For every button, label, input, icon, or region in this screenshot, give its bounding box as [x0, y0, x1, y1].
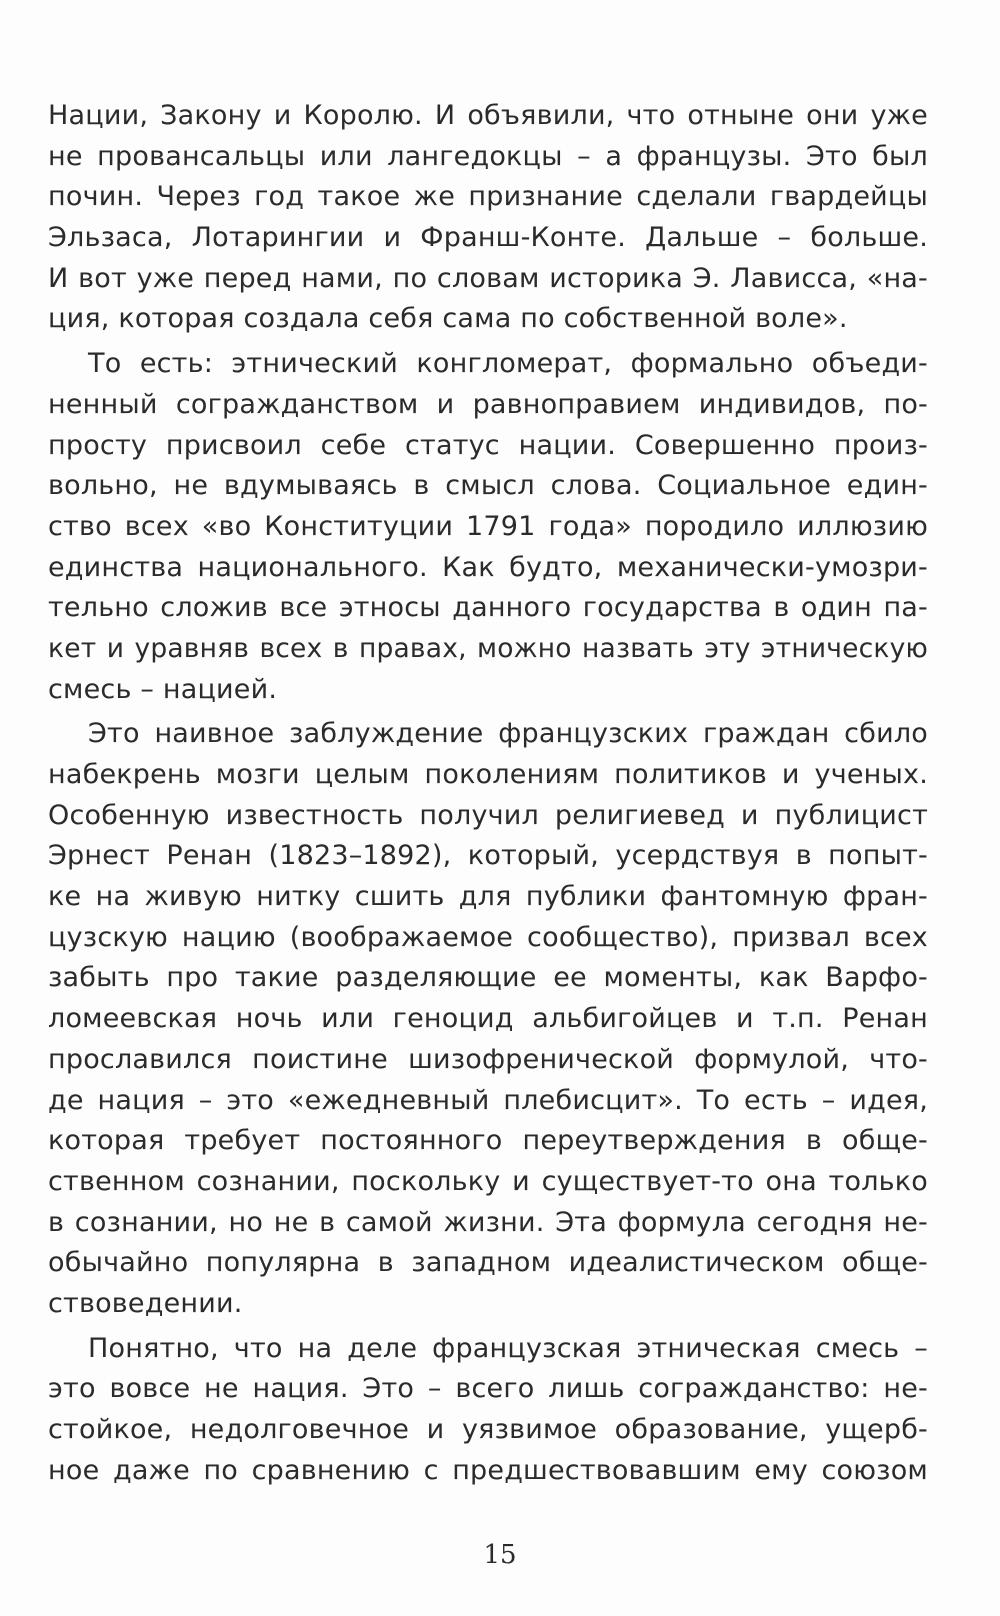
text-line: И вот уже перед нами, по словам историка Э. Лависса, «на- [48, 262, 928, 294]
text-line: прославился поистине шизофренической формулой, что- [48, 1043, 928, 1075]
text-line: в сознании, но не в самой жизни. Эта формула сегодня не- [48, 1206, 928, 1238]
text-line: это вовсе не нация. Это – всего лишь согражданство: не- [48, 1373, 928, 1405]
text-line: ненный согражданством и равноправием индивидов, по- [48, 388, 928, 420]
text-line: ке на живую нитку сшить для публики фантомную фран- [48, 881, 928, 913]
text-line: То есть: этнический конгломерат, формально объеди- [88, 348, 928, 380]
text-line: вольно, не вдумываясь в смысл слова. Социальное един- [48, 470, 928, 502]
text-line: почин. Через год такое же признание сделали гвардейцы [48, 181, 928, 213]
text-line: тельно сложив все этносы данного государства в один па- [48, 592, 928, 624]
text-line: единства национального. Как будто, механически-умозри- [48, 551, 928, 583]
text-line: Понятно, что на деле французская этническая смесь – [88, 1332, 928, 1364]
text-line: ствоведении. [48, 1287, 243, 1319]
text-line: Нации, Закону и Королю. И объявили, что отныне они уже [48, 100, 928, 131]
text-line: Особенную известность получил религиевед и публицист [48, 799, 928, 831]
text-line: обычайно популярна в западном идеалистическом обще- [48, 1247, 928, 1279]
text-line: ное даже по сравнению с предшествовавшим ему союзом [48, 1454, 928, 1486]
body-text [48, 96, 928, 1491]
text-line: де нация – это «ежедневный плебисцит». То есть – идея, [48, 1084, 928, 1116]
text-line: стойкое, недолговечное и уязвимое образование, ущерб- [48, 1414, 928, 1445]
text-line: Это наивное заблуждение французских граждан сбило [88, 718, 928, 750]
text-line: цузскую нацию (воображаемое сообщество), призвал всех [48, 921, 928, 953]
text-line: ственном сознании, поскольку и существует-то она только [48, 1165, 928, 1197]
text-line: Эрнест Ренан (1823–1892), который, усердствуя в попыт- [48, 840, 928, 872]
page-number: 15 [483, 1540, 517, 1570]
text-line: Эльзаса, Лотарингии и Франш-Конте. Дальше – больше. [48, 222, 928, 254]
text-line: кет и уравняв всех в правах, можно назвать эту этническую [48, 632, 928, 664]
text-line: смесь – нацией. [48, 673, 278, 705]
text-line: ство всех «во Конституции 1791 года» породило иллюзию [48, 510, 928, 542]
text-line: которая требует постоянного переутверждения в обще- [48, 1125, 928, 1157]
text-line: просту присвоил себе статус нации. Совершенно произ- [48, 429, 928, 461]
text-line: ломеевская ночь или геноцид альбигойцев и т.п. Ренан [48, 1003, 928, 1035]
text-line: забыть про такие разделяющие ее моменты, как Варфо- [48, 962, 928, 994]
text-line: набекрень мозги целым поколениям политиков и ученых. [48, 759, 928, 790]
text-line: не провансальцы или лангедокцы – а французы. Это был [48, 140, 928, 172]
text-line: ция, которая создала себя сама по собственной воле». [48, 303, 848, 335]
